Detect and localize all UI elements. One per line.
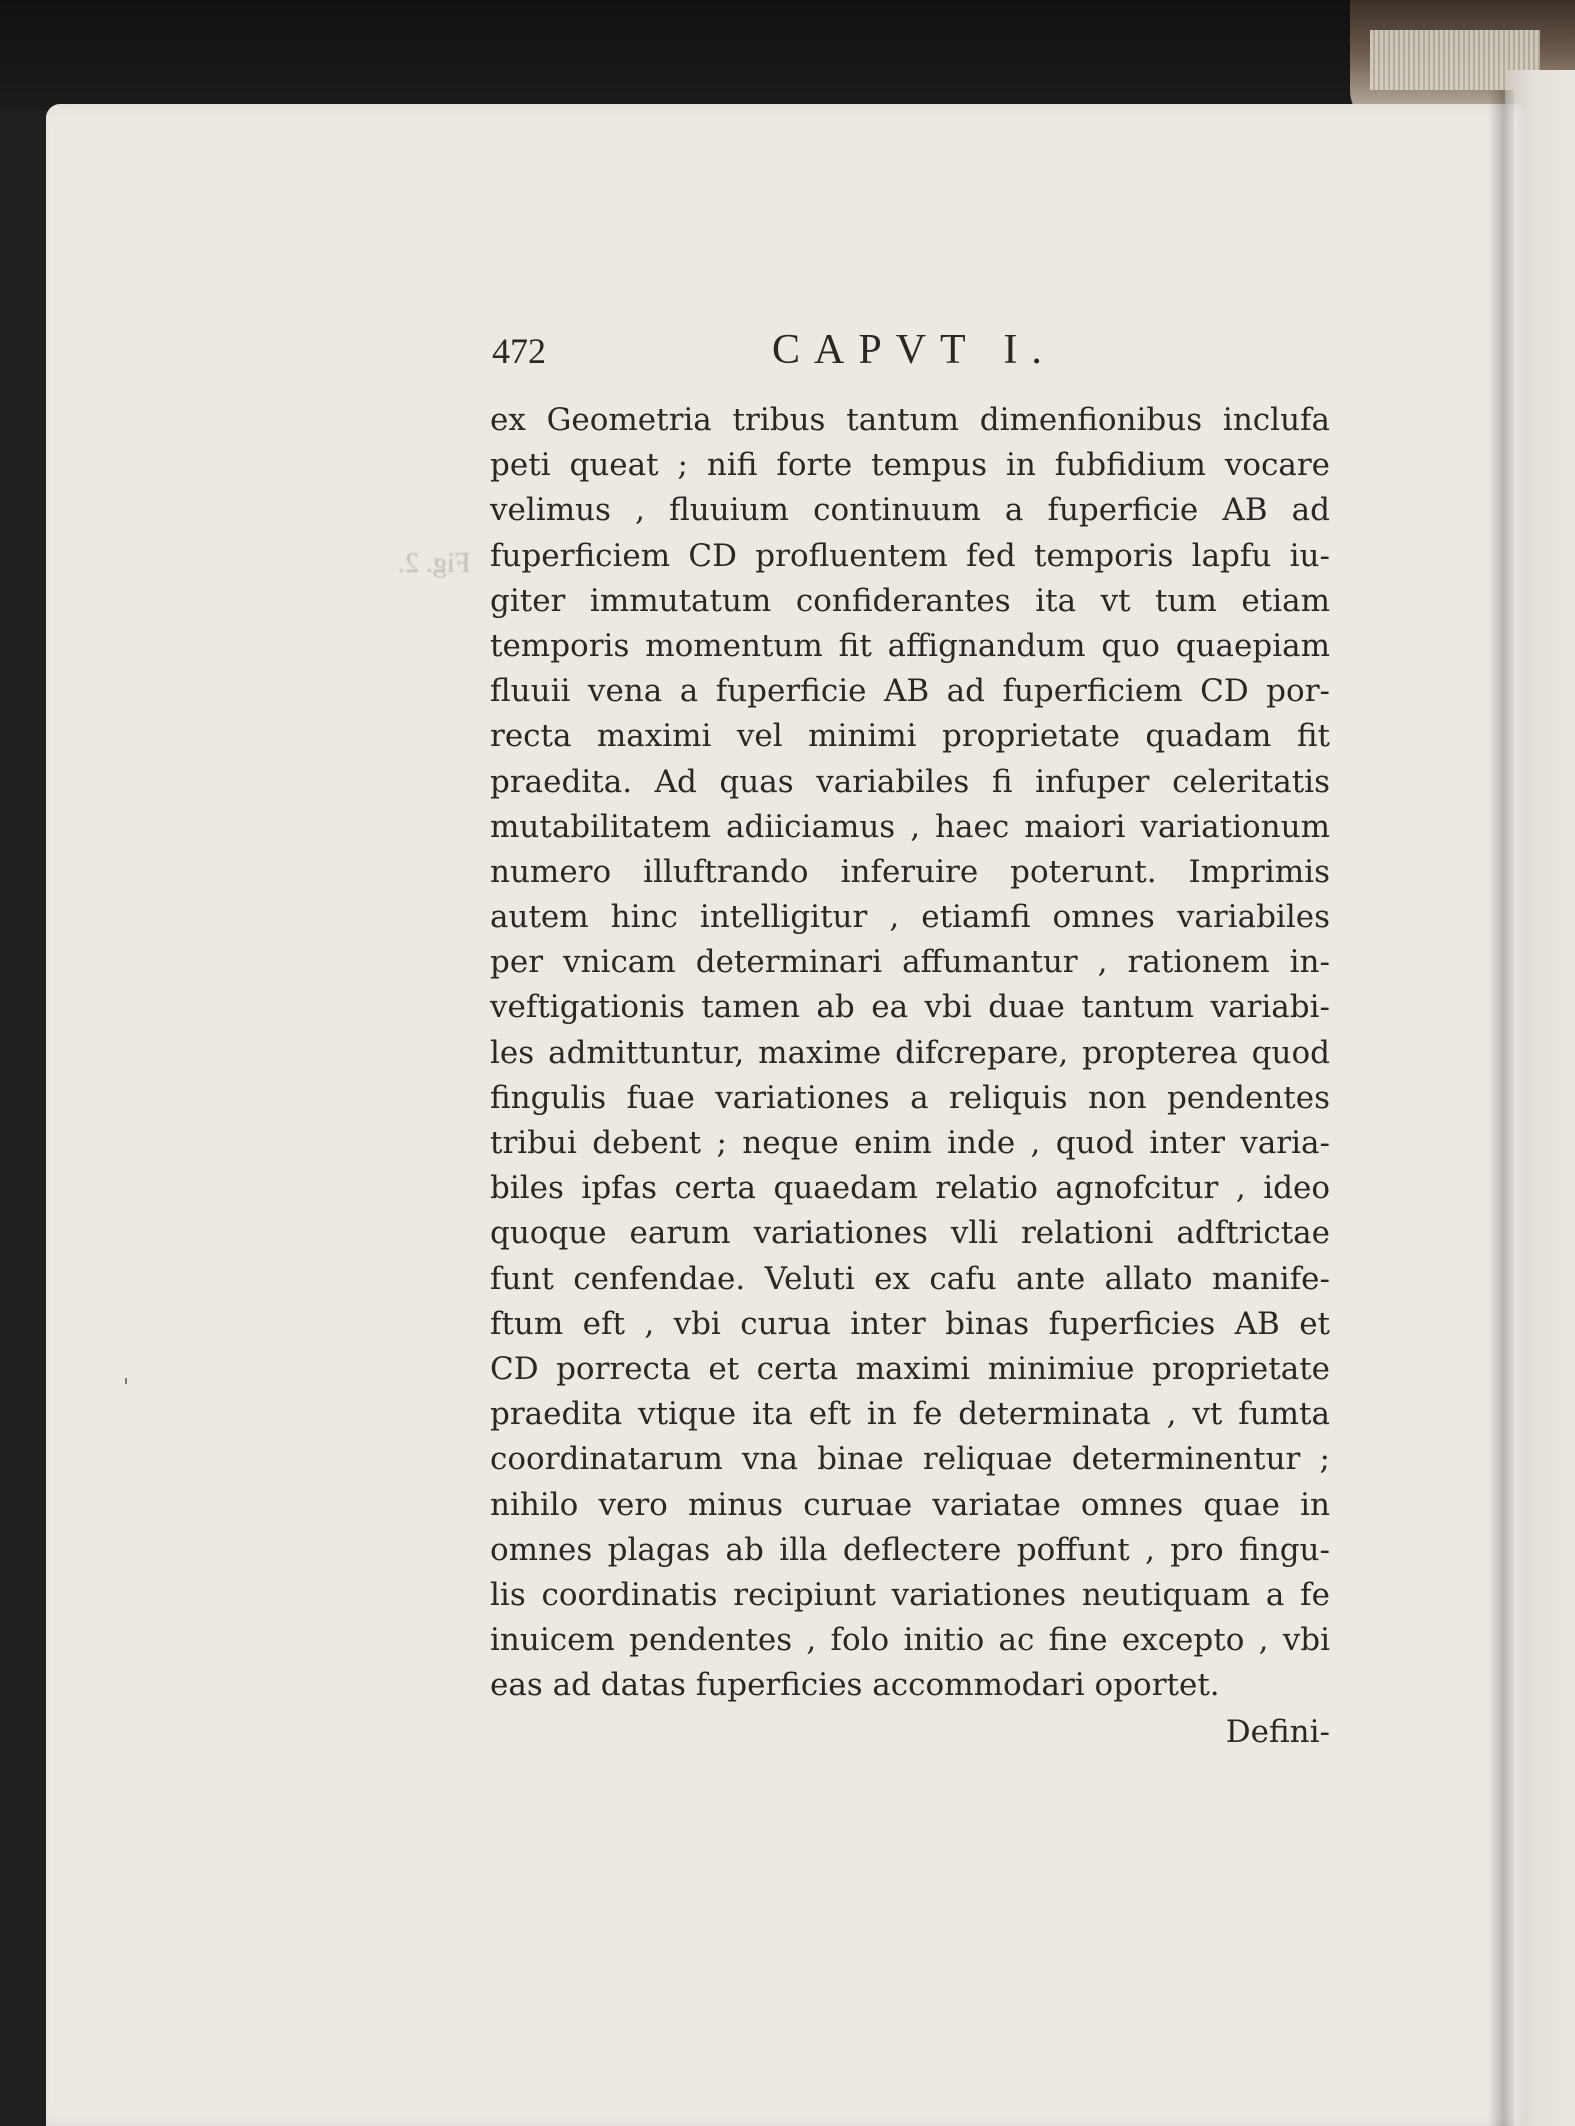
text-line: ex Geometria tribus tantum dimenfionibus inclufa	[490, 402, 1330, 438]
text-line: funt cenfendae. Veluti ex cafu ante allato manife-	[490, 1260, 1330, 1297]
text-line: lis coordinatis recipiunt variationes neutiquam a fe	[490, 1576, 1330, 1613]
text-line: praedita vtique ita eft in fe determinata , vt fumta	[490, 1396, 1330, 1433]
binding-background	[0, 0, 1575, 110]
text-line: inuicem pendentes , folo initio ac fine excepto , vbi	[490, 1622, 1330, 1659]
page-text-block	[490, 320, 1330, 1755]
text-line: tribui debent ; neque enim inde , quod inter varia-	[490, 1125, 1330, 1161]
margin-speck	[125, 1378, 127, 1384]
text-line: peti queat ; nifi forte tempus in fubfidium vocare	[490, 447, 1330, 484]
text-line: autem hinc intelligitur , etiamfi omnes variabiles	[490, 899, 1330, 936]
text-line: biles ipfas certa quaedam relatio agnofcitur , ideo	[490, 1170, 1330, 1207]
text-line: numero illuftrando inferuire poterunt. Imprimis	[490, 853, 1330, 890]
text-line: fluuii vena a fuperficie AB ad fuperficiem CD por-	[490, 673, 1330, 710]
text-line: per vnicam determinari affumantur , rationem in-	[490, 944, 1330, 981]
text-line: velimus , fluuium continuum a fuperficie AB ad	[490, 492, 1330, 529]
text-line: mutabilitatem adiiciamus , haec maiori variationum	[490, 808, 1330, 845]
text-line: fuperficiem CD profluentem fed temporis lapfu iu-	[490, 537, 1330, 574]
running-head	[490, 320, 1330, 390]
gutter-shadow	[1488, 90, 1514, 2126]
text-line: praedita. Ad quas variabiles fi infuper celeritatis	[490, 763, 1330, 800]
text-line: coordinatarum vna binae reliquae determinentur ;	[490, 1441, 1330, 1478]
text-line: eas ad datas fuperficies accommodari oportet.	[490, 1667, 1220, 1704]
margin-note-bleedthrough: Fig. 2.	[398, 548, 471, 579]
body-text	[490, 398, 1330, 1708]
text-line: les admittuntur, maxime difcrepare, propterea quod	[490, 1034, 1330, 1071]
text-line: recta maximi vel minimi proprietate quadam fit	[490, 718, 1330, 755]
page-number: 472	[492, 331, 546, 371]
catchword: Defini-	[1225, 1714, 1330, 1751]
text-line: temporis momentum fit affignandum quo quaepiam	[490, 627, 1330, 664]
text-line: quoque earum variationes vlli relationi adftrictae	[490, 1215, 1330, 1252]
text-line: omnes plagas ab illa deflectere poffunt , pro fingu-	[490, 1531, 1330, 1568]
text-line: fingulis fuae variationes a reliquis non pendentes	[490, 1079, 1330, 1116]
text-line: veftigationis tamen ab ea vbi duae tantum variabi-	[490, 989, 1330, 1026]
text-line: ftum eft , vbi curua inter binas fuperficies AB et	[490, 1305, 1330, 1342]
text-line: giter immutatum confiderantes ita vt tum etiam	[490, 582, 1330, 619]
text-line: nihilo vero minus curuae variatae omnes quae in	[490, 1486, 1330, 1523]
running-title: CAPVT I.	[772, 327, 1056, 373]
text-line: CD porrecta et certa maximi minimiue proprietate	[490, 1350, 1330, 1387]
